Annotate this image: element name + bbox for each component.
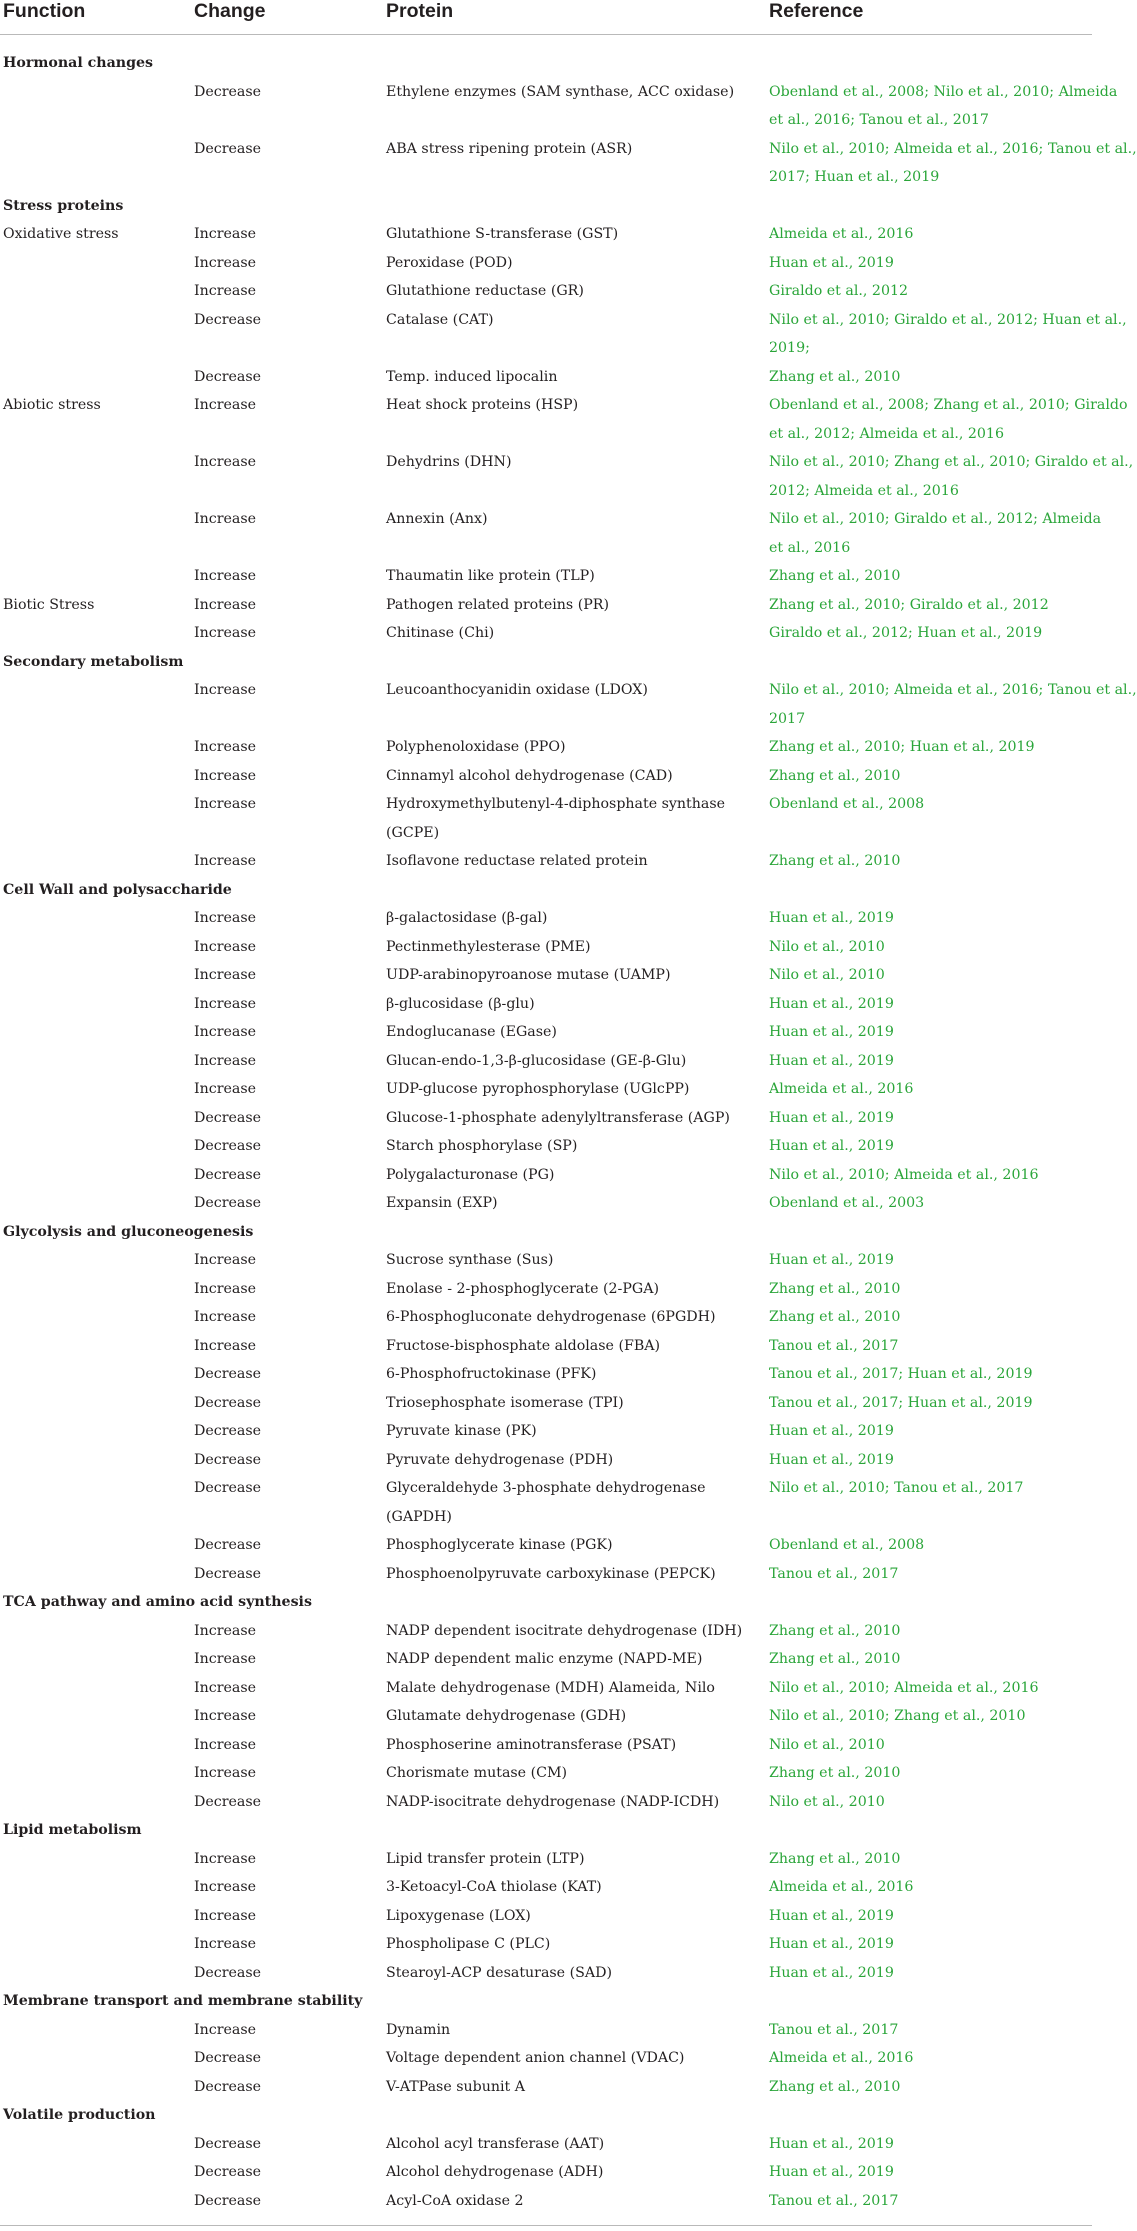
- change-cell: Increase: [194, 1651, 257, 1667]
- protein-cell: Polyphenoloxidase (PPO): [386, 739, 566, 755]
- change-cell: Decrease: [194, 1138, 262, 1154]
- protein-cell: Expansin (EXP): [386, 1195, 498, 1211]
- protein-cell: Peroxidase (POD): [386, 254, 513, 271]
- change-cell: Increase: [194, 1280, 257, 1297]
- protein-cell: (GAPDH): [386, 1508, 452, 1525]
- change-cell: Increase: [194, 1936, 257, 1952]
- change-cell: Decrease: [194, 1480, 262, 1496]
- reference-cell: Zhang et al., 2010: [769, 2078, 901, 2095]
- reference-cell: Nilo et al., 2010; Almeida et al., 2016: [769, 1679, 1039, 1696]
- protein-cell: NADP-isocitrate dehydrogenase (NADP-ICDH): [386, 1793, 720, 1810]
- change-cell: Decrease: [194, 2192, 262, 2209]
- protein-cell: Phosphoserine aminotransferase (PSAT): [386, 1736, 677, 1753]
- reference-cell: Nilo et al., 2010; Almeida et al., 2016; Tanou et al.,: [769, 140, 1137, 157]
- protein-cell: Phosphoglycerate kinase (PGK): [386, 1537, 613, 1553]
- reference-cell: Obenland et al., 2008; Nilo et al., 2010; Almeida: [769, 83, 1118, 100]
- section-heading: Lipid metabolism: [3, 1822, 142, 1838]
- change-cell: Increase: [194, 1679, 257, 1696]
- reference-cell: Zhang et al., 2010: [769, 853, 901, 869]
- change-cell: Increase: [194, 2021, 257, 2038]
- protein-cell: Isoflavone reductase related protein: [386, 853, 648, 869]
- protein-cell: Fructose-bisphosphate aldolase (FBA): [386, 1337, 661, 1354]
- reference-cell: et al., 2012; Almeida et al., 2016: [769, 425, 1004, 442]
- protein-cell: Sucrose synthase (Sus): [386, 1252, 554, 1268]
- reference-cell: Huan et al., 2019: [769, 2164, 894, 2180]
- reference-cell: Zhang et al., 2010: [769, 1309, 901, 1325]
- protein-cell: UDP-arabinopyroanose mutase (UAMP): [386, 967, 671, 983]
- protein-cell: Cinnamyl alcohol dehydrogenase (CAD): [386, 767, 673, 784]
- protein-cell: Glutathione reductase (GR): [386, 283, 584, 299]
- protein-cell: Glucose-1-phosphate adenylyltransferase (AGP): [386, 1109, 730, 1126]
- change-cell: Increase: [194, 1309, 257, 1325]
- change-cell: Decrease: [194, 368, 262, 385]
- reference-cell: et al., 2016: [769, 539, 851, 556]
- protein-cell: Leucoanthocyanidin oxidase (LDOX): [386, 682, 648, 698]
- protein-cell: Pectinmethylesterase (PME): [386, 938, 591, 955]
- change-cell: Increase: [194, 739, 257, 755]
- reference-cell: Zhang et al., 2010; Huan et al., 2019: [769, 739, 1035, 755]
- section-heading: Stress proteins: [3, 197, 124, 214]
- reference-cell: Nilo et al., 2010: [769, 967, 885, 983]
- reference-cell: Zhang et al., 2010: [769, 1765, 901, 1781]
- protein-cell: Catalase (CAT): [386, 311, 494, 328]
- reference-cell: Zhang et al., 2010: [769, 1651, 901, 1667]
- change-cell: Decrease: [194, 2164, 262, 2180]
- reference-cell: Huan et al., 2019: [769, 995, 894, 1012]
- reference-cell: 2017: [769, 710, 806, 727]
- reference-cell: Tanou et al., 2017: [769, 2192, 899, 2209]
- reference-cell: Obenland et al., 2008: [769, 796, 925, 812]
- change-cell: Increase: [194, 853, 257, 869]
- protein-cell: Thaumatin like protein (TLP): [386, 568, 595, 584]
- protein-cell: 6-Phosphofructokinase (PFK): [386, 1366, 597, 1382]
- reference-cell: Zhang et al., 2010: [769, 568, 901, 584]
- protein-cell: Pyruvate kinase (PK): [386, 1423, 537, 1439]
- change-cell: Decrease: [194, 2050, 262, 2066]
- header-function: Function: [3, 0, 86, 22]
- reference-cell: Huan et al., 2019: [769, 1109, 894, 1126]
- change-cell: Increase: [194, 625, 257, 641]
- change-cell: Decrease: [194, 1166, 262, 1183]
- protein-cell: Polygalacturonase (PG): [386, 1166, 555, 1183]
- protein-cell: Pyruvate dehydrogenase (PDH): [386, 1451, 614, 1468]
- reference-cell: Almeida et al., 2016: [769, 2050, 914, 2066]
- reference-cell: et al., 2016; Tanou et al., 2017: [769, 112, 989, 128]
- section-heading: Hormonal changes: [3, 55, 154, 71]
- change-cell: Increase: [194, 938, 257, 955]
- reference-cell: Obenland et al., 2008: [769, 1537, 925, 1553]
- protein-cell: Glutamate dehydrogenase (GDH): [386, 1708, 627, 1724]
- reference-cell: Huan et al., 2019: [769, 1138, 894, 1154]
- change-cell: Increase: [194, 1736, 257, 1753]
- reference-cell: Zhang et al., 2010: [769, 1850, 901, 1867]
- protein-cell: Chitinase (Chi): [386, 625, 495, 641]
- change-cell: Decrease: [194, 83, 262, 100]
- protein-cell: Malate dehydrogenase (MDH) Alameida, Nilo: [386, 1679, 715, 1696]
- protein-cell: Glutathione S-transferase (GST): [386, 226, 619, 242]
- change-cell: Increase: [194, 511, 257, 527]
- change-cell: Increase: [194, 1708, 257, 1724]
- protein-cell: Ethylene enzymes (SAM synthase, ACC oxidase): [386, 83, 735, 100]
- protein-cell: Starch phosphorylase (SP): [386, 1138, 578, 1154]
- section-heading: Membrane transport and membrane stability: [3, 1993, 363, 2009]
- protein-cell: Temp. induced lipocalin: [386, 368, 558, 385]
- reference-cell: Almeida et al., 2016: [769, 1081, 914, 1097]
- change-cell: Decrease: [194, 1366, 262, 1382]
- change-cell: Increase: [194, 1622, 257, 1639]
- reference-cell: Almeida et al., 2016: [769, 226, 914, 242]
- reference-cell: Tanou et al., 2017: [769, 1565, 899, 1582]
- protein-cell: Lipoxygenase (LOX): [386, 1907, 531, 1924]
- change-cell: Decrease: [194, 1964, 262, 1981]
- reference-cell: Huan et al., 2019: [769, 910, 894, 926]
- change-cell: Increase: [194, 1052, 257, 1069]
- header-divider: [0, 34, 1092, 35]
- change-cell: Increase: [194, 568, 257, 584]
- protein-cell: Dynamin: [386, 2021, 451, 2038]
- function-cell: Oxidative stress: [3, 226, 119, 242]
- change-cell: Decrease: [194, 1793, 262, 1810]
- section-heading: Volatile production: [3, 2107, 156, 2123]
- protein-cell: Enolase - 2-phosphoglycerate (2-PGA): [386, 1280, 659, 1297]
- reference-cell: Obenland et al., 2008; Zhang et al., 2010; Giraldo: [769, 397, 1128, 413]
- change-cell: Increase: [194, 226, 257, 242]
- reference-cell: Nilo et al., 2010; Giraldo et al., 2012; Almeida: [769, 511, 1102, 527]
- change-cell: Decrease: [194, 1109, 262, 1126]
- reference-cell: Zhang et al., 2010: [769, 1280, 901, 1297]
- change-cell: Decrease: [194, 1394, 262, 1411]
- reference-cell: 2019;: [769, 340, 810, 356]
- table-bottom-divider: [0, 2225, 1092, 2226]
- change-cell: Decrease: [194, 140, 262, 157]
- change-cell: Increase: [194, 1081, 257, 1097]
- function-cell: Biotic Stress: [3, 596, 95, 613]
- reference-cell: Zhang et al., 2010; Giraldo et al., 2012: [769, 596, 1049, 613]
- reference-cell: Huan et al., 2019: [769, 1252, 894, 1268]
- protein-cell: β-galactosidase (β-gal): [386, 910, 548, 926]
- reference-cell: Nilo et al., 2010; Almeida et al., 2016; Tanou et al.,: [769, 682, 1137, 698]
- change-cell: Increase: [194, 910, 257, 926]
- change-cell: Increase: [194, 1252, 257, 1268]
- reference-cell: Obenland et al., 2003: [769, 1195, 925, 1211]
- change-cell: Increase: [194, 254, 257, 271]
- reference-cell: Nilo et al., 2010; Zhang et al., 2010; Giraldo et al.,: [769, 454, 1134, 470]
- reference-cell: 2017; Huan et al., 2019: [769, 169, 940, 185]
- change-cell: Increase: [194, 995, 257, 1012]
- reference-cell: Nilo et al., 2010: [769, 938, 885, 955]
- reference-cell: Huan et al., 2019: [769, 1451, 894, 1468]
- protein-cell: 3-Ketoacyl-CoA thiolase (KAT): [386, 1879, 602, 1895]
- change-cell: Increase: [194, 1765, 257, 1781]
- reference-cell: Huan et al., 2019: [769, 1052, 894, 1069]
- protein-cell: NADP dependent isocitrate dehydrogenase (IDH): [386, 1622, 743, 1639]
- protein-cell: Annexin (Anx): [386, 511, 488, 527]
- protein-cell: Triosephosphate isomerase (TPI): [386, 1394, 624, 1411]
- reference-cell: Nilo et al., 2010; Tanou et al., 2017: [769, 1480, 1024, 1496]
- reference-cell: Nilo et al., 2010; Giraldo et al., 2012; Huan et al.,: [769, 311, 1127, 328]
- reference-cell: Nilo et al., 2010; Zhang et al., 2010: [769, 1708, 1026, 1724]
- reference-cell: Huan et al., 2019: [769, 1964, 894, 1981]
- protein-cell: 6-Phosphogluconate dehydrogenase (6PGDH): [386, 1309, 716, 1325]
- change-cell: Increase: [194, 397, 257, 413]
- protein-cell: Pathogen related proteins (PR): [386, 596, 610, 613]
- reference-cell: Huan et al., 2019: [769, 254, 894, 271]
- function-cell: Abiotic stress: [3, 397, 101, 413]
- header-reference: Reference: [769, 0, 864, 22]
- change-cell: Increase: [194, 596, 257, 613]
- reference-cell: Huan et al., 2019: [769, 2135, 894, 2152]
- change-cell: Decrease: [194, 1565, 262, 1582]
- reference-cell: Nilo et al., 2010; Almeida et al., 2016: [769, 1166, 1039, 1183]
- protein-cell: Phospholipase C (PLC): [386, 1936, 551, 1952]
- change-cell: Decrease: [194, 2135, 262, 2152]
- change-cell: Increase: [194, 1850, 257, 1867]
- change-cell: Decrease: [194, 2078, 262, 2095]
- reference-cell: Tanou et al., 2017; Huan et al., 2019: [769, 1394, 1033, 1411]
- protein-cell: Lipid transfer protein (LTP): [386, 1850, 585, 1867]
- reference-cell: Zhang et al., 2010: [769, 368, 901, 385]
- change-cell: Decrease: [194, 1451, 262, 1468]
- change-cell: Decrease: [194, 1537, 262, 1553]
- section-heading: Cell Wall and polysaccharide: [3, 881, 232, 898]
- change-cell: Increase: [194, 682, 257, 698]
- change-cell: Increase: [194, 1907, 257, 1924]
- protein-cell: UDP-glucose pyrophosphorylase (UGlcPP): [386, 1081, 690, 1097]
- protein-cell: Endoglucanase (EGase): [386, 1024, 557, 1040]
- protein-cell: Acyl-CoA oxidase 2: [386, 2192, 524, 2209]
- change-cell: Decrease: [194, 1423, 262, 1439]
- protein-cell: Chorismate mutase (CM): [386, 1765, 568, 1781]
- change-cell: Increase: [194, 967, 257, 983]
- reference-cell: Tanou et al., 2017: [769, 2021, 899, 2038]
- protein-cell: Glucan-endo-1,3-β-glucosidase (GE-β-Glu): [386, 1052, 687, 1069]
- change-cell: Increase: [194, 1024, 257, 1040]
- reference-cell: Tanou et al., 2017: [769, 1337, 899, 1354]
- reference-cell: Huan et al., 2019: [769, 1423, 894, 1439]
- reference-cell: Huan et al., 2019: [769, 1907, 894, 1924]
- section-heading: TCA pathway and amino acid synthesis: [3, 1594, 312, 1610]
- change-cell: Increase: [194, 1879, 257, 1895]
- section-heading: Secondary metabolism: [3, 653, 184, 670]
- reference-cell: Huan et al., 2019: [769, 1024, 894, 1040]
- change-cell: Increase: [194, 796, 257, 812]
- change-cell: Decrease: [194, 311, 262, 328]
- protein-cell: Hydroxymethylbutenyl-4-diphosphate synthase: [386, 796, 726, 812]
- protein-cell: ABA stress ripening protein (ASR): [386, 140, 633, 157]
- reference-cell: Huan et al., 2019: [769, 1936, 894, 1952]
- change-cell: Increase: [194, 454, 257, 470]
- reference-cell: Zhang et al., 2010: [769, 1622, 901, 1639]
- reference-cell: Almeida et al., 2016: [769, 1879, 914, 1895]
- reference-cell: 2012; Almeida et al., 2016: [769, 482, 959, 499]
- protein-cell: Glyceraldehyde 3-phosphate dehydrogenase: [386, 1480, 706, 1496]
- protein-cell: Heat shock proteins (HSP): [386, 397, 579, 413]
- header-protein: Protein: [386, 0, 454, 22]
- change-cell: Decrease: [194, 1195, 262, 1211]
- reference-cell: Nilo et al., 2010: [769, 1793, 885, 1810]
- reference-cell: Nilo et al., 2010: [769, 1736, 885, 1753]
- protein-cell: Stearoyl-ACP desaturase (SAD): [386, 1964, 612, 1981]
- protein-cell: Alcohol acyl transferase (AAT): [386, 2135, 605, 2152]
- reference-cell: Tanou et al., 2017; Huan et al., 2019: [769, 1366, 1033, 1382]
- change-cell: Increase: [194, 767, 257, 784]
- protein-cell: β-glucosidase (β-glu): [386, 995, 535, 1012]
- protein-cell: NADP dependent malic enzyme (NAPD-ME): [386, 1651, 703, 1667]
- protein-cell: Phosphoenolpyruvate carboxykinase (PEPCK): [386, 1565, 716, 1582]
- protein-cell: V-ATPase subunit A: [386, 2078, 525, 2095]
- protein-cell: Dehydrins (DHN): [386, 454, 512, 470]
- protein-cell: Voltage dependent anion channel (VDAC): [386, 2050, 685, 2066]
- reference-cell: Giraldo et al., 2012; Huan et al., 2019: [769, 625, 1043, 641]
- protein-cell: (GCPE): [386, 824, 440, 841]
- table-header: [0, 0, 1092, 34]
- change-cell: Increase: [194, 1337, 257, 1354]
- section-heading: Glycolysis and gluconeogenesis: [3, 1223, 254, 1240]
- header-change: Change: [194, 0, 266, 22]
- reference-cell: Zhang et al., 2010: [769, 767, 901, 784]
- reference-cell: Giraldo et al., 2012: [769, 283, 909, 299]
- change-cell: Increase: [194, 283, 257, 299]
- protein-cell: Alcohol dehydrogenase (ADH): [386, 2164, 604, 2180]
